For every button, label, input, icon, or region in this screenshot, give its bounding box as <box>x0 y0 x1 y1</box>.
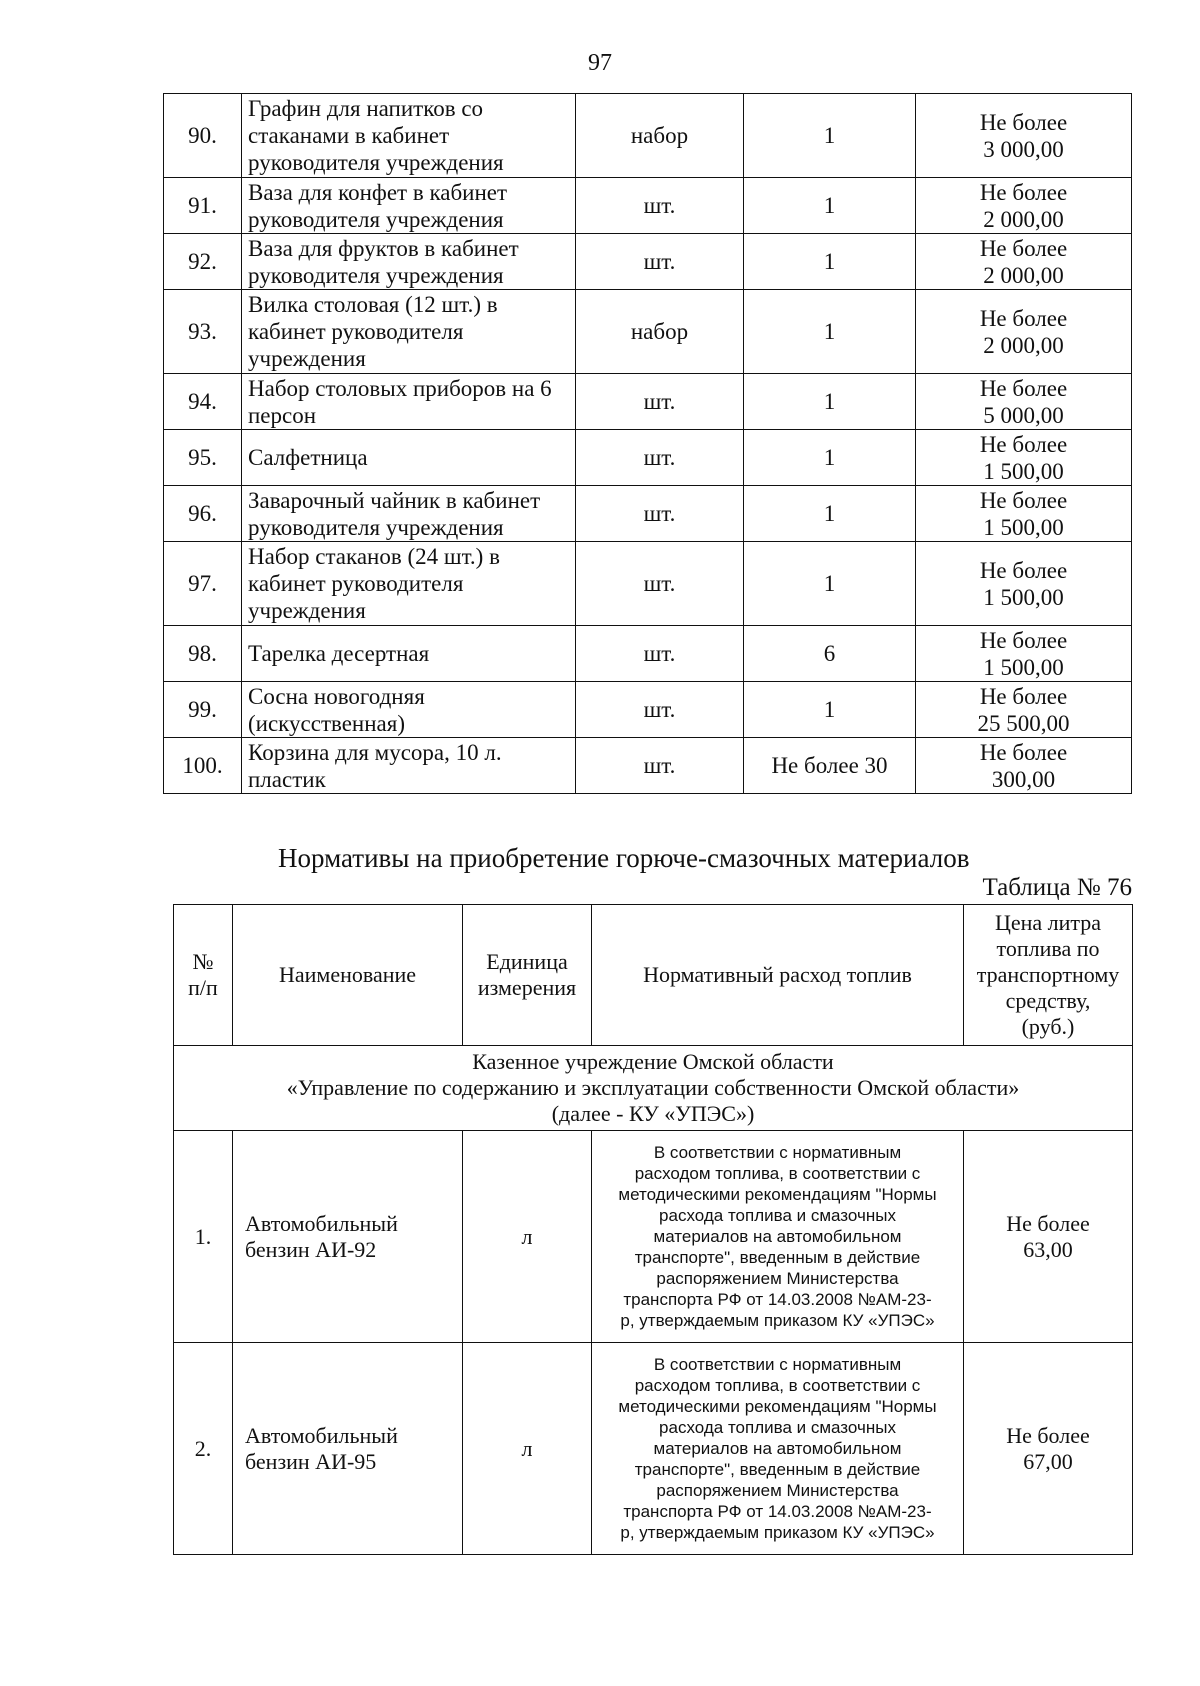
item-quantity: 6 <box>744 626 916 682</box>
item-quantity: 1 <box>744 94 916 178</box>
fuel-norm-line: В соответствии с нормативным <box>653 1143 902 1162</box>
item-price <box>916 290 1132 374</box>
item-name-line: руководителя учреждения <box>248 150 504 175</box>
item-name-line: пластик <box>248 766 326 792</box>
fuel-name-line: Автомобильный <box>245 1422 398 1448</box>
item-price <box>916 430 1132 486</box>
fuel-norm-line: методическими рекомендациям "Нормы <box>618 1397 937 1416</box>
item-name-line: руководителя учреждения <box>248 262 504 288</box>
table-row <box>164 682 1132 738</box>
org-line: Казенное учреждение Омской области <box>472 1049 834 1074</box>
item-price-line: 25 500,00 <box>977 710 1070 736</box>
fuel-price <box>964 1131 1133 1343</box>
fuel-norm-line: р, утверждаемым приказом КУ «УПЭС» <box>620 1311 935 1330</box>
fuel-norm-line: методическими рекомендациям "Нормы <box>618 1185 937 1204</box>
item-quantity: Не более 30 <box>744 738 916 794</box>
item-price-line: 1 500,00 <box>983 458 1064 484</box>
item-price-line: 1 500,00 <box>983 584 1064 610</box>
fuel-name-line: бензин АИ-95 <box>245 1448 377 1474</box>
item-unit: шт. <box>576 486 744 542</box>
header-unit <box>463 905 592 1046</box>
fuel-row <box>174 1343 1133 1555</box>
item-number: 91. <box>164 178 242 234</box>
header-price <box>964 905 1133 1046</box>
item-name-line: Вилка столовая (12 шт.) в <box>248 292 498 317</box>
header-norm: Нормативный расход топлив <box>592 905 964 1046</box>
table-row <box>164 290 1132 374</box>
item-name-line: Ваза для фруктов в кабинет <box>248 235 519 261</box>
item-price-line: 2 000,00 <box>983 206 1064 232</box>
fuel-norm-line: расходом топлива, в соответствии с <box>634 1376 921 1395</box>
fuel-price-line: Не более <box>1006 1422 1090 1448</box>
fuel-norm-line: транспорте", введенным в действие <box>634 1460 921 1479</box>
item-name <box>242 234 576 290</box>
header-price-line: Цена литра <box>994 910 1102 935</box>
header-price-line: транспортному <box>976 962 1120 987</box>
item-price-line: Не более <box>979 431 1068 457</box>
item-price <box>916 486 1132 542</box>
item-name <box>242 682 576 738</box>
fuel-table-header <box>174 905 1133 1046</box>
item-name-line: Салфетница <box>248 445 368 470</box>
fuel-name-line: бензин АИ-92 <box>245 1236 377 1262</box>
item-name-line: стаканами в кабинет <box>248 123 450 148</box>
item-number: 92. <box>164 234 242 290</box>
item-quantity: 1 <box>744 486 916 542</box>
item-price-line: Не более <box>979 235 1068 261</box>
table-row <box>164 542 1132 626</box>
item-number: 94. <box>164 374 242 430</box>
table-label: Таблица № 76 <box>982 874 1132 901</box>
item-name <box>242 374 576 430</box>
item-price-line: Не более <box>979 627 1068 653</box>
item-number: 97. <box>164 542 242 626</box>
item-price <box>916 234 1132 290</box>
items-table <box>163 93 1132 794</box>
item-name <box>242 94 576 178</box>
table-row <box>164 178 1132 234</box>
item-name-line: Заварочный чайник в кабинет <box>248 487 541 513</box>
item-quantity: 1 <box>744 290 916 374</box>
item-name-line: кабинет руководителя <box>248 319 464 344</box>
item-price-line: Не более <box>979 487 1068 513</box>
item-unit: шт. <box>576 234 744 290</box>
item-price <box>916 682 1132 738</box>
page-number: 97 <box>588 50 612 76</box>
item-name-line: персон <box>248 402 317 428</box>
item-price-line: 300,00 <box>991 766 1056 792</box>
fuel-norm-line: материалов на автомобильном <box>653 1439 902 1458</box>
fuel-norm-line: транспорта РФ от 14.03.2008 №АМ-23- <box>623 1290 932 1309</box>
item-unit: набор <box>576 94 744 178</box>
item-price <box>916 374 1132 430</box>
item-number: 98. <box>164 626 242 682</box>
table-row <box>164 626 1132 682</box>
item-name <box>242 738 576 794</box>
org-cell <box>174 1046 1133 1131</box>
fuel-price-line: 63,00 <box>1023 1236 1073 1262</box>
item-number: 95. <box>164 430 242 486</box>
item-name-line: учреждения <box>248 598 366 623</box>
item-unit: шт. <box>576 178 744 234</box>
item-price <box>916 738 1132 794</box>
item-price-line: 5 000,00 <box>983 402 1064 428</box>
item-price <box>916 542 1132 626</box>
table-row <box>164 430 1132 486</box>
fuel-norm-line: материалов на автомобильном <box>653 1227 902 1246</box>
fuel-table <box>173 904 1133 1555</box>
item-number: 93. <box>164 290 242 374</box>
header-num <box>174 905 233 1046</box>
item-name-line: руководителя учреждения <box>248 514 504 540</box>
item-number: 99. <box>164 682 242 738</box>
section-title: Нормативы на приобретение горюче-смазочных материалов <box>278 843 970 873</box>
org-row <box>174 1046 1133 1131</box>
item-price <box>916 626 1132 682</box>
fuel-norm-line: транспорта РФ от 14.03.2008 №АМ-23- <box>623 1502 932 1521</box>
header-price-line: (руб.) <box>1021 1014 1075 1039</box>
item-unit: набор <box>576 290 744 374</box>
table-row <box>164 738 1132 794</box>
org-line: «Управление по содержанию и эксплуатации собственности Омской области» <box>286 1075 1020 1100</box>
item-name-line: Графин для напитков со <box>248 96 484 121</box>
fuel-price-line: 67,00 <box>1023 1448 1073 1474</box>
item-number: 100. <box>164 738 242 794</box>
header-num-line: № <box>192 949 214 974</box>
item-price-line: Не более <box>979 179 1068 205</box>
fuel-norm <box>592 1131 964 1343</box>
fuel-norm-line: В соответствии с нормативным <box>653 1355 902 1374</box>
item-name <box>242 542 576 626</box>
header-price-line: средству, <box>1005 988 1091 1013</box>
item-name-line: кабинет руководителя <box>248 571 464 596</box>
item-name-line: Ваза для конфет в кабинет <box>248 179 508 205</box>
item-quantity: 1 <box>744 234 916 290</box>
fuel-norm-line: расходом топлива, в соответствии с <box>634 1164 921 1183</box>
item-name <box>242 290 576 374</box>
item-quantity: 1 <box>744 682 916 738</box>
table-row <box>164 374 1132 430</box>
fuel-unit: л <box>463 1343 592 1555</box>
header-name: Наименование <box>233 905 463 1046</box>
header-unit-line: Единица <box>486 949 568 974</box>
fuel-norm-line: расхода топлива и смазочных <box>659 1418 896 1437</box>
item-name-line: руководителя учреждения <box>248 206 504 232</box>
item-price-line: 2 000,00 <box>983 332 1064 358</box>
table-row <box>164 234 1132 290</box>
fuel-norm <box>592 1343 964 1555</box>
fuel-name-line: Автомобильный <box>245 1210 398 1236</box>
item-price-line: Не более <box>979 305 1068 331</box>
fuel-row <box>174 1131 1133 1343</box>
item-unit: шт. <box>576 626 744 682</box>
item-price <box>916 94 1132 178</box>
fuel-number: 2. <box>174 1343 233 1555</box>
item-name-line: Набор стаканов (24 шт.) в <box>248 544 500 569</box>
fuel-number: 1. <box>174 1131 233 1343</box>
item-unit: шт. <box>576 374 744 430</box>
fuel-name <box>233 1343 463 1555</box>
fuel-norm-line: р, утверждаемым приказом КУ «УПЭС» <box>620 1523 935 1542</box>
fuel-unit: л <box>463 1131 592 1343</box>
fuel-price-line: Не более <box>1006 1210 1090 1236</box>
item-number: 96. <box>164 486 242 542</box>
item-price-line: Не более <box>979 557 1068 583</box>
table-row <box>164 94 1132 178</box>
item-name <box>242 486 576 542</box>
item-price-line: Не более <box>979 739 1068 765</box>
item-name-line: Сосна новогодняя <box>248 683 425 709</box>
item-name-line: Корзина для мусора, 10 л. <box>248 739 502 765</box>
item-unit: шт. <box>576 430 744 486</box>
item-price-line: 2 000,00 <box>983 262 1064 288</box>
header-price-line: топлива по <box>996 936 1100 961</box>
fuel-name <box>233 1131 463 1343</box>
item-price-line: 3 000,00 <box>983 136 1064 162</box>
item-price-line: 1 500,00 <box>983 514 1064 540</box>
item-price-line: Не более <box>979 375 1068 401</box>
item-name-line: Тарелка десертная <box>248 641 430 666</box>
item-name <box>242 178 576 234</box>
item-price-line: 1 500,00 <box>983 654 1064 680</box>
org-line: (далее - КУ «УПЭС») <box>551 1101 755 1126</box>
item-unit: шт. <box>576 682 744 738</box>
table-row <box>164 486 1132 542</box>
item-name <box>242 430 576 486</box>
item-unit: шт. <box>576 738 744 794</box>
fuel-norm-line: распоряжением Министерства <box>656 1481 899 1500</box>
item-price-line: Не более <box>979 683 1068 709</box>
item-unit: шт. <box>576 542 744 626</box>
header-unit-line: измерения <box>477 975 577 1000</box>
item-name <box>242 626 576 682</box>
fuel-norm-line: расхода топлива и смазочных <box>659 1206 896 1225</box>
item-quantity: 1 <box>744 430 916 486</box>
item-price-line: Не более <box>979 109 1068 135</box>
item-name-line: (искусственная) <box>248 710 405 736</box>
fuel-norm-line: распоряжением Министерства <box>656 1269 899 1288</box>
item-quantity: 1 <box>744 542 916 626</box>
item-number: 90. <box>164 94 242 178</box>
item-name-line: Набор столовых приборов на 6 <box>248 375 552 401</box>
item-quantity: 1 <box>744 374 916 430</box>
item-price <box>916 178 1132 234</box>
fuel-norm-line: транспорте", введенным в действие <box>634 1248 921 1267</box>
fuel-price <box>964 1343 1133 1555</box>
item-quantity: 1 <box>744 178 916 234</box>
header-num-line: п/п <box>188 975 218 1000</box>
item-name-line: учреждения <box>248 346 366 371</box>
